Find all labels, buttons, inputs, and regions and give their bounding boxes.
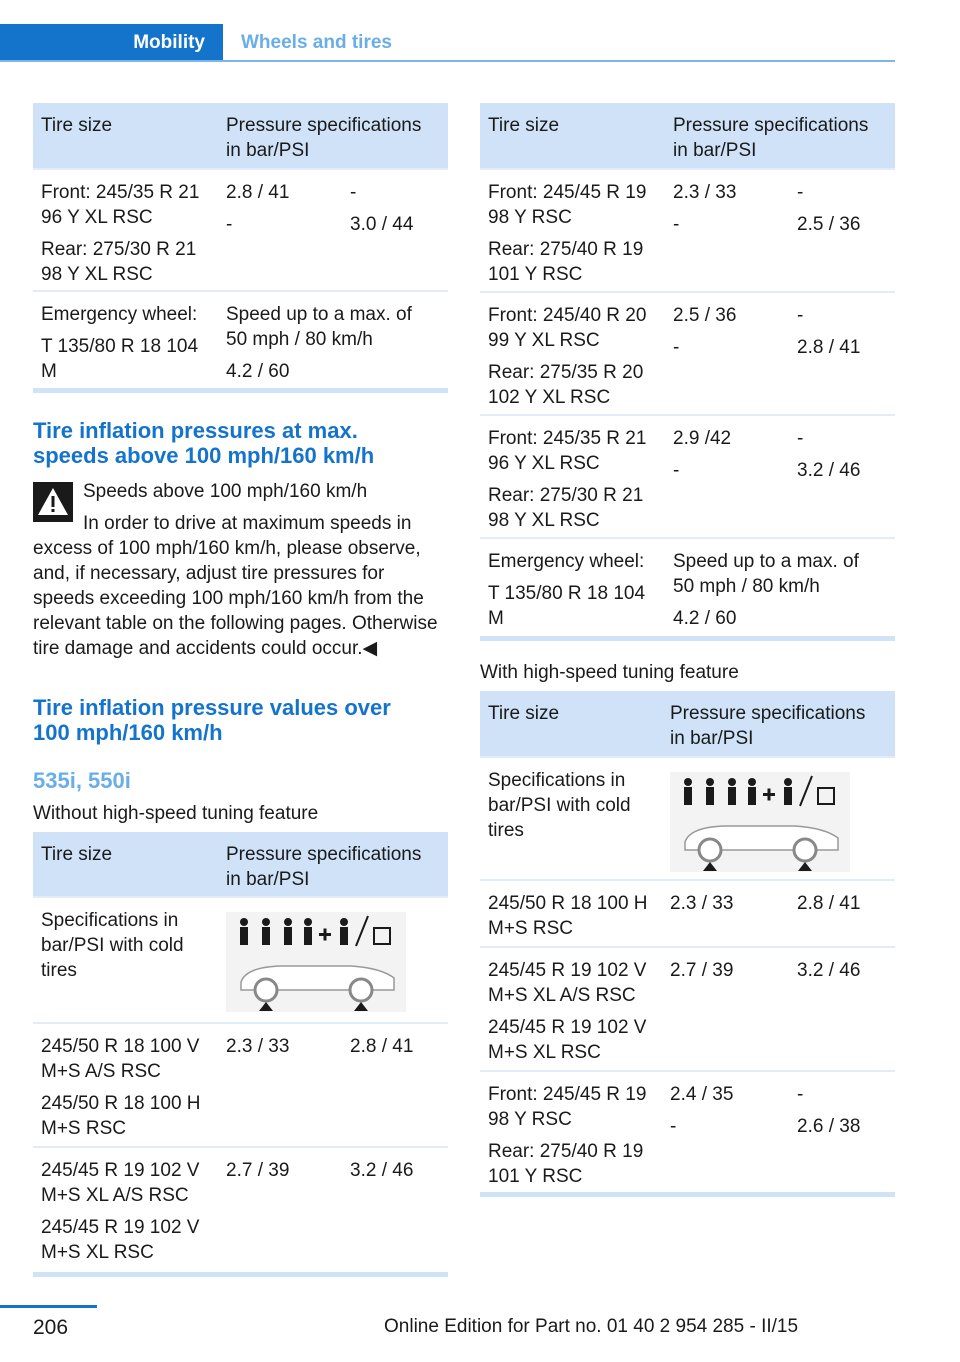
table-header-row (480, 103, 895, 168)
pressure-value: - (350, 182, 357, 203)
table-row (33, 1146, 448, 1272)
pressure-value: - (797, 1084, 804, 1105)
tire-size-front: Front: 245/35 R 21 96 Y XL RSC (41, 182, 200, 228)
tire-size: 245/50 R 18 100 H M+S RSC (41, 1093, 201, 1139)
table-row (480, 291, 895, 414)
tire-size-front: Front: 245/35 R 21 96 Y XL RSC (488, 428, 647, 474)
table-end-rule (33, 1272, 448, 1277)
table-header-row (33, 103, 448, 168)
tire-size-rear: Rear: 275/40 R 19 101 Y RSC (488, 1141, 644, 1187)
pressure-value: 2.6 / 38 (797, 1116, 861, 1137)
tire-size-rear: Rear: 275/40 R 19 101 Y RSC (488, 239, 644, 285)
table-header-row (33, 832, 448, 896)
vehicle-load-diagram (226, 912, 406, 1012)
pressure-value: 3.2 / 46 (797, 460, 861, 481)
footer-rule (0, 1305, 97, 1308)
tire-size-rear: Rear: 275/35 R 20 102 Y XL RSC (488, 362, 644, 408)
table-bottom-left (33, 832, 448, 1277)
table-row (480, 414, 895, 537)
pressure-value: 2.8 / 41 (797, 893, 861, 914)
table-row (33, 1022, 448, 1146)
section-heading-values-over-100: Tire inflation pressure values over 100 mph/160 km/h (33, 695, 391, 745)
pressure-value: 3.0 / 44 (350, 214, 414, 235)
pressure-value: - (797, 182, 804, 203)
tire-size: 245/45 R 19 102 V M+S XL A/S RSC (488, 960, 647, 1006)
tire-size-rear: Rear: 275/30 R 21 98 Y XL RSC (41, 239, 197, 285)
pressure-value: - (670, 1116, 677, 1137)
pressure-value: 4.2 / 60 (673, 608, 737, 629)
table-caption-high-speed: With high-speed tuning feature (480, 662, 739, 683)
spec-label: Specifications in bar/PSI with cold tires (41, 910, 184, 981)
table-row (480, 756, 895, 879)
section-tab-wheels-and-tires: Wheels and tires (241, 32, 392, 53)
table-caption: Without high-speed tuning feature (33, 803, 319, 824)
pressure-value: 3.2 / 46 (797, 960, 861, 981)
pressure-value: - (797, 305, 804, 326)
pressure-value: - (673, 214, 680, 235)
pressure-value: 2.7 / 39 (226, 1160, 290, 1181)
emergency-wheel-label: Emergency wheel: (488, 551, 645, 572)
pressure-value: 2.5 / 36 (797, 214, 861, 235)
pressure-value: 2.3 / 33 (226, 1036, 290, 1057)
warning-text: In order to drive at maximum speeds in excess of 100 mph/160 km/h, please observe, and, if necessary, adjust tire pressures for speeds exceeding 100 mph/160 km/h from the relevant table on the following pages. Otherwise tire damage and accidents could occur.◀ (33, 513, 438, 659)
emergency-wheel-label: Emergency wheel: (41, 304, 198, 325)
pressure-value: 2.3 / 33 (673, 182, 737, 203)
table-row (33, 896, 448, 1022)
table-row (480, 168, 895, 291)
pressure-value: 2.3 / 33 (670, 893, 734, 914)
table-row (480, 537, 895, 636)
page-number: 206 (33, 1316, 69, 1339)
tire-size: 245/45 R 19 102 V M+S XL RSC (488, 1017, 647, 1063)
header-tire-size: Tire size (41, 844, 113, 865)
speed-limit-note: Speed up to a max. of 50 mph / 80 km/h (226, 304, 412, 350)
section-tab-mobility: Mobility (0, 24, 223, 62)
pressure-value: 2.8 / 41 (350, 1036, 414, 1057)
model-heading: 535i, 550i (33, 768, 131, 793)
table-row (480, 879, 895, 946)
header-pressure: Pressure specifications in bar/PSI (226, 115, 422, 161)
pressure-value: 4.2 / 60 (226, 361, 290, 382)
footer-edition: Online Edition for Part no. 01 40 2 954 285 - II/15 (384, 1316, 799, 1337)
tire-size-front: Front: 245/40 R 20 99 Y XL RSC (488, 305, 647, 351)
pressure-value: 2.7 / 39 (670, 960, 734, 981)
table-row (480, 1070, 895, 1192)
spec-label: Specifications in bar/PSI with cold tires (488, 770, 631, 841)
tire-size-rear: Rear: 275/30 R 21 98 Y XL RSC (488, 485, 644, 531)
header-rule (0, 60, 895, 62)
header-tire-size: Tire size (41, 115, 113, 136)
table-bottom-right (480, 691, 895, 1197)
table-row (33, 290, 448, 388)
pressure-value: - (673, 337, 680, 358)
pressure-value: - (797, 428, 804, 449)
speed-limit-note: Speed up to a max. of 50 mph / 80 km/h (673, 551, 859, 597)
pressure-value: 2.8 / 41 (226, 182, 290, 203)
header-tire-size: Tire size (488, 115, 560, 136)
header-pressure: Pressure specifications in bar/PSI (670, 703, 866, 749)
header-pressure: Pressure specifications in bar/PSI (226, 844, 422, 890)
tire-size: 245/50 R 18 100 H M+S RSC (488, 893, 648, 939)
tire-size: 245/45 R 19 102 V M+S XL RSC (41, 1217, 200, 1263)
table-top-left (33, 103, 448, 393)
vehicle-load-diagram (670, 772, 850, 872)
warning-title: Speeds above 100 mph/160 km/h (83, 481, 368, 502)
pressure-value: 2.9 /42 (673, 428, 732, 449)
table-header-row (480, 691, 895, 756)
pressure-value: - (673, 460, 680, 481)
header-tire-size: Tire size (488, 703, 560, 724)
table-top-right (480, 103, 895, 641)
pressure-value: - (226, 214, 233, 235)
emergency-wheel-size: T 135/80 R 18 104 M (41, 336, 199, 382)
emergency-wheel-size: T 135/80 R 18 104 M (488, 583, 646, 629)
table-row (33, 168, 448, 290)
section-heading-max-speeds: Tire inflation pressures at max. speeds above 100 mph/160 km/h (33, 418, 375, 468)
tire-size: 245/45 R 19 102 V M+S XL A/S RSC (41, 1160, 200, 1206)
header-pressure: Pressure specifications in bar/PSI (673, 115, 869, 161)
tire-size-front: Front: 245/45 R 19 98 Y RSC (488, 182, 647, 228)
page-header (0, 24, 895, 62)
pressure-value: 3.2 / 46 (350, 1160, 414, 1181)
pressure-value: 2.4 / 35 (670, 1084, 734, 1105)
tire-size-front: Front: 245/45 R 19 98 Y RSC (488, 1084, 647, 1130)
table-row (480, 946, 895, 1070)
pressure-value: 2.5 / 36 (673, 305, 737, 326)
pressure-value: 2.8 / 41 (797, 337, 861, 358)
tire-size: 245/50 R 18 100 V M+S A/S RSC (41, 1036, 200, 1082)
